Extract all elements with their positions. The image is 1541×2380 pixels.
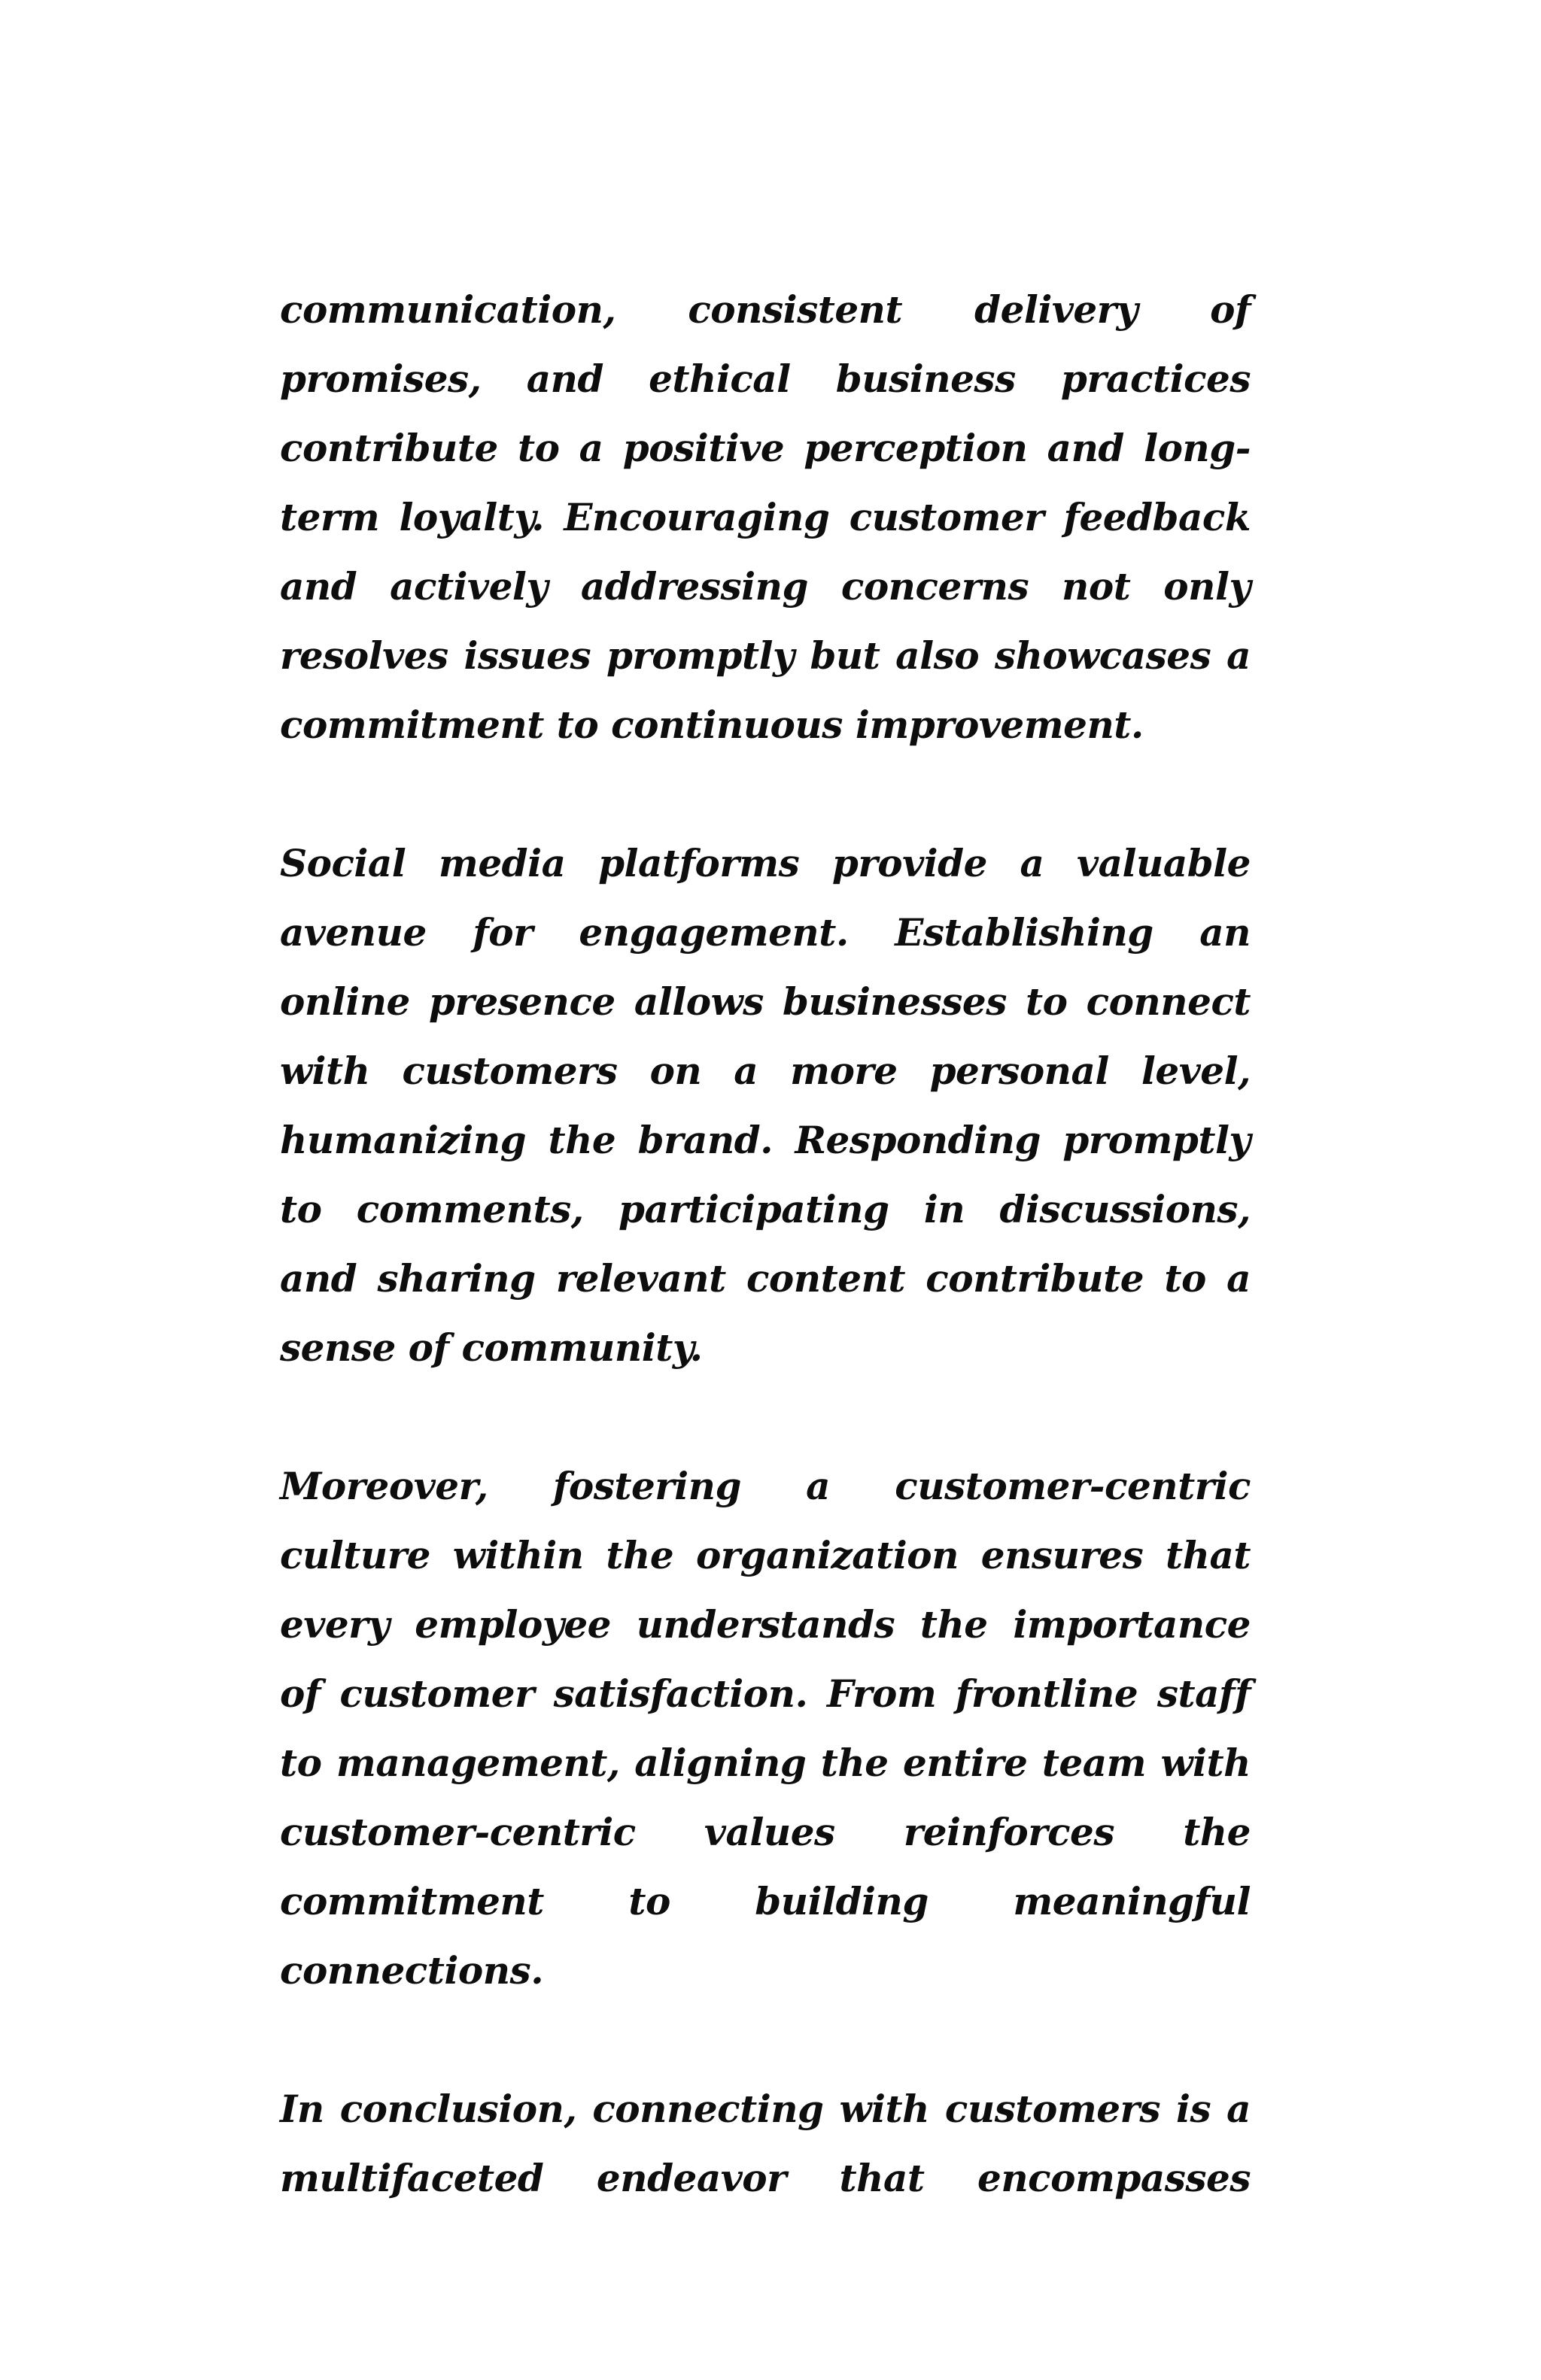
paragraph-2: Social media platforms provide a valuable avenue for engagement. Establishing an online presence allows businesses to connect with customers on a more personal level, humanizing the brand. Responding promptly to comments, participating in discussions, and sharing relevant content contribute to a sense of community. <box>280 841 1251 1370</box>
paragraph-1: communication, consistent delivery of promises, and ethical business practices contribute to a positive perception and long-term loyalty. Encouraging customer feedback and actively addressing concerns not only resolves issues promptly but also showcases a commitment to continuous improvement. <box>280 287 1251 747</box>
body-text <box>280 275 1251 2213</box>
paragraph-3: Moreover, fostering a customer-centric culture within the organization ensures that every employee understands the importance of customer satisfaction. From frontline staff to management, aligning the entire team with customer-centric values reinforces the commitment to building meaningful connections. <box>280 1464 1251 1993</box>
paragraph-4: In conclusion, connecting with customers is a multifaceted endeavor that encompasses <box>280 2087 1251 2200</box>
